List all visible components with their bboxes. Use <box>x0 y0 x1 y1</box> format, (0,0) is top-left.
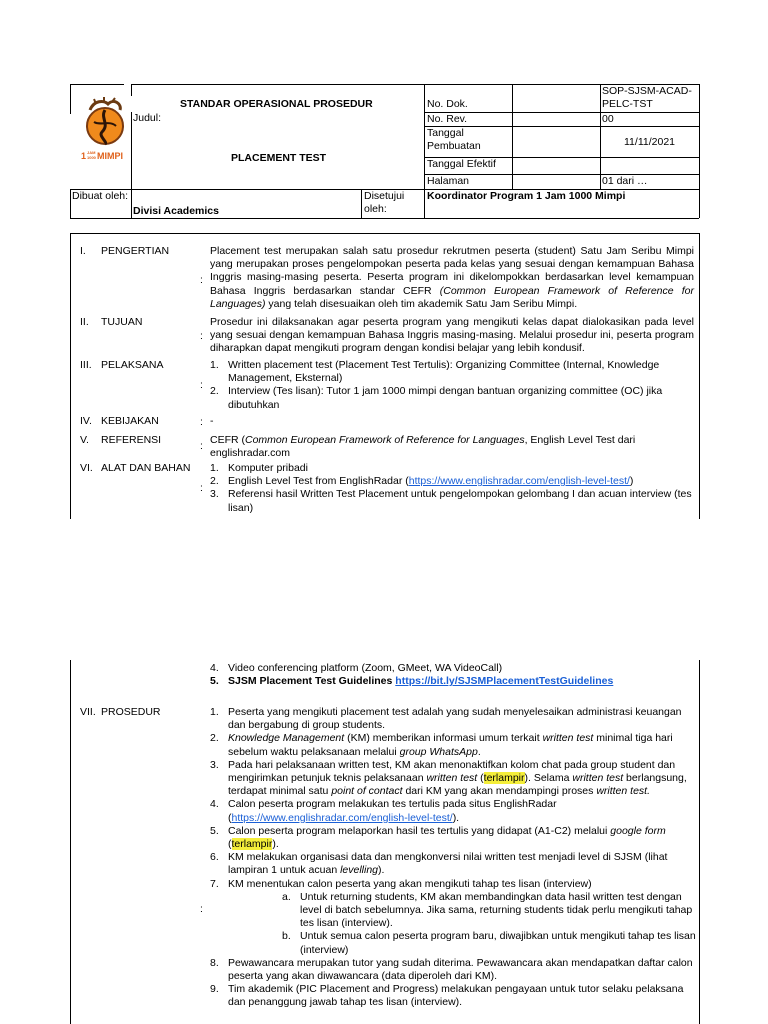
svg-text:1000: 1000 <box>87 155 96 160</box>
section-label-kebijakan: KEBIJAKAN <box>101 415 159 427</box>
logo <box>80 96 130 166</box>
section-text-kebijakan: - <box>210 415 214 427</box>
section-text-pengertian: Placement test merupakan salah satu prosedur rekrutmen peserta (student) Satu Jam Seribu Mimpi yang merupakan proses pengelompokan peserta pada kelas yang sesuai dengan kemampuan Bahasa Inggris masing-masing peserta. Peserta program ini dikelompokkan berdasarkan level kemampuan Bahasa Inggris berdasarkan standar CEFR (Common European Framework of Reference for Languages) yang telah disesuaikan oleh tim akademik Satu Jam Seribu Mimpi. <box>210 245 694 310</box>
no-dok-value: SOP-SJSM-ACAD-PELC-TST <box>602 85 692 110</box>
list-item: 1. Komputer pribadi <box>210 462 308 474</box>
rule <box>131 84 132 96</box>
rule <box>361 189 362 218</box>
rule <box>512 84 513 189</box>
dibuat-value: Divisi Academics <box>133 205 219 217</box>
judul-label: Judul: <box>133 112 162 124</box>
list-item: 7. KM menentukan calon peserta yang akan mengikuti tahap tes lisan (interview) a. Untuk returning students, KM akan membandingkan data hasil written test dengan level di batch sebelumnya. Jika sama, returning students tidak perlu mengikuti tahap tes lisan (interview). b. Untuk semua calon peserta program baru, diwajibkan untuk mengikuti tahap tes lisan (interview) <box>210 877 696 956</box>
list-item: 6. KM melakukan organisasi data dan mengkonversi nilai written test menjadi level di SJSM (lihat lampiran 1 untuk acuan levelling). <box>210 851 668 877</box>
section-text-referensi: CEFR (Common European Framework of Reference for Languages, English Level Test dari englishradar.com <box>210 434 636 460</box>
halaman-value: 01 dari … <box>602 175 648 187</box>
section-number: VII. <box>80 706 96 718</box>
rule <box>699 84 700 218</box>
englishradar-link[interactable]: https://www.englishradar.com/english-level-test/ <box>408 475 630 488</box>
svg-text:MIMPI: MIMPI <box>97 151 123 161</box>
colon: : <box>200 379 203 391</box>
list-item: 5. Calon peserta program melaporkan hasil tes tertulis yang didapat (A1-C2) melalui google form (terlampir). <box>210 824 666 851</box>
rule <box>699 660 700 1024</box>
guidelines-link[interactable]: https://bit.ly/SJSMPlacementTestGuidelines <box>395 675 614 688</box>
halaman-label: Halaman <box>427 175 470 187</box>
doc-title: PLACEMENT TEST <box>231 152 327 164</box>
rule <box>131 84 424 85</box>
section-number: III. <box>80 359 92 371</box>
rule <box>70 84 71 114</box>
list-item: 1. Written placement test (Placement Test Tertulis): Organizing Committee (Internal, Knowledge Management, Eksternal) <box>210 359 660 385</box>
colon: : <box>200 482 203 494</box>
no-dok-label: No. Dok. <box>427 98 468 110</box>
rule <box>70 233 71 519</box>
colon: : <box>200 416 203 428</box>
tgl-pembuatan-label: Tanggal Pembuatan <box>427 127 481 152</box>
list-item: 3. Pada hari pelaksanaan written test, KM akan menonaktifkan kolom chat pada group student dan mengirimkan petunjuk teknis pelaksanaan written test (terlampir). Selama written test berlangsung, terdapat minimal satu point of contact dari KM yang akan mendampingi proses written test. <box>210 758 687 798</box>
section-text-tujuan: Prosedur ini dilaksanakan agar peserta program yang mengikuti kelas dapat dialokasikan pada level yang sesuai dengan kemampuan Bahasa Inggris masing-masing. Melalui prosedur ini, peserta program diharapkan dapat mengikuti program dengan kondisi belajar yang lebih kondusif. <box>210 316 694 355</box>
list-pelaksana <box>210 359 696 412</box>
rule <box>70 189 71 218</box>
rule <box>699 233 700 519</box>
tgl-pembuatan-value: 11/11/2021 <box>624 136 675 148</box>
section-label-tujuan: TUJUAN <box>101 316 143 328</box>
section-number: V. <box>80 434 89 446</box>
section-number: IV. <box>80 415 92 427</box>
no-rev-value: 00 <box>602 113 614 125</box>
rule <box>600 84 601 189</box>
section-number: I. <box>80 245 86 257</box>
list-item: 4. Video conferencing platform (Zoom, GMeet, WA VideoCall) <box>210 662 503 674</box>
section-label-prosedur: PROSEDUR <box>101 706 161 718</box>
sub-list <box>228 891 696 957</box>
list-item: 2. Knowledge Management (KM) memberikan informasi umum terkait written test minimal tiga hari sebelum waktu pelaksanaan melalui group WhatsApp. <box>210 732 673 758</box>
disetujui-label: Disetujui oleh: <box>364 190 405 215</box>
tgl-efektif-label: Tanggal Efektif <box>427 158 496 170</box>
rule <box>131 112 132 218</box>
svg-text:1: 1 <box>81 151 87 161</box>
section-label-referensi: REFERENSI <box>101 434 162 446</box>
disetujui-value: Koordinator Program 1 Jam 1000 Mimpi <box>427 190 626 202</box>
list-item: 2. Interview (Tes lisan): Tutor 1 jam 1000 mimpi dengan bantuan organizing committee (OC) jika dibutuhkan <box>210 385 663 411</box>
section-label-alat-dan-bahan: ALAT DAN BAHAN <box>101 462 191 474</box>
list-alat-dan-bahan-cont <box>210 662 696 688</box>
no-rev-label: No. Rev. <box>427 113 468 125</box>
list-item: a. Untuk returning students, KM akan membandingkan data hasil written test dengan level di batch sebelumnya. Jika sama, returning students tidak perlu mengikuti tahap tes lisan (interview). <box>282 890 693 930</box>
rule <box>70 84 124 85</box>
list-item: b. Untuk semua calon peserta program baru, diwajibkan untuk mengikuti tahap tes lisan (interview) <box>282 930 696 956</box>
dibuat-label: Dibuat oleh: <box>72 190 129 202</box>
list-prosedur <box>210 706 696 1010</box>
section-number: VI. <box>80 462 93 474</box>
list-alat-dan-bahan <box>210 462 696 515</box>
list-item: 9. Tim akademik (PIC Placement and Progress) melakukan pengayaan untuk tutor selaku pelaksana dan penanggung jawab tahap tes lisan (interview). <box>210 983 684 1009</box>
list-item: 5. SJSM Placement Test Guidelines https://bit.ly/SJSMPlacementTestGuidelines <box>210 675 614 688</box>
svg-text:JAM: JAM <box>87 150 96 155</box>
colon: : <box>200 440 203 452</box>
doc-header-title: STANDAR OPERASIONAL PROSEDUR <box>180 98 373 110</box>
list-item: 8. Pewawancara merupakan tutor yang sudah diterima. Pewawancara akan mendapatkan daftar calon peserta yang akan diwawancara (data diperoleh dari KM). <box>210 956 693 983</box>
list-item: 1. Peserta yang mengikuti placement test adalah yang sudah menyelesaikan administrasi keuangan dan bergabung di group students. <box>210 706 682 732</box>
section-label-pelaksana: PELAKSANA <box>101 359 164 371</box>
colon: : <box>200 330 203 342</box>
list-item: 3. Referensi hasil Written Test Placement untuk pengelompokan gelombang I dan acuan interview (tes lisan) <box>210 488 692 514</box>
rule <box>70 218 699 219</box>
rule <box>70 233 700 234</box>
colon: : <box>200 274 203 286</box>
colon: : <box>200 903 203 915</box>
list-item: 2. English Level Test from EnglishRadar (https://www.englishradar.com/english-level-test/) <box>210 475 634 488</box>
englishradar-link[interactable]: https://www.englishradar.com/english-level-test/ <box>231 811 453 824</box>
rule <box>70 660 71 1024</box>
section-number: II. <box>80 316 89 328</box>
list-item: 4. Calon peserta program melakukan tes tertulis pada situs EnglishRadar (https://www.englishradar.com/english-level-test/). <box>210 798 557 824</box>
rule <box>424 84 425 218</box>
section-label-pengertian: PENGERTIAN <box>101 245 170 257</box>
